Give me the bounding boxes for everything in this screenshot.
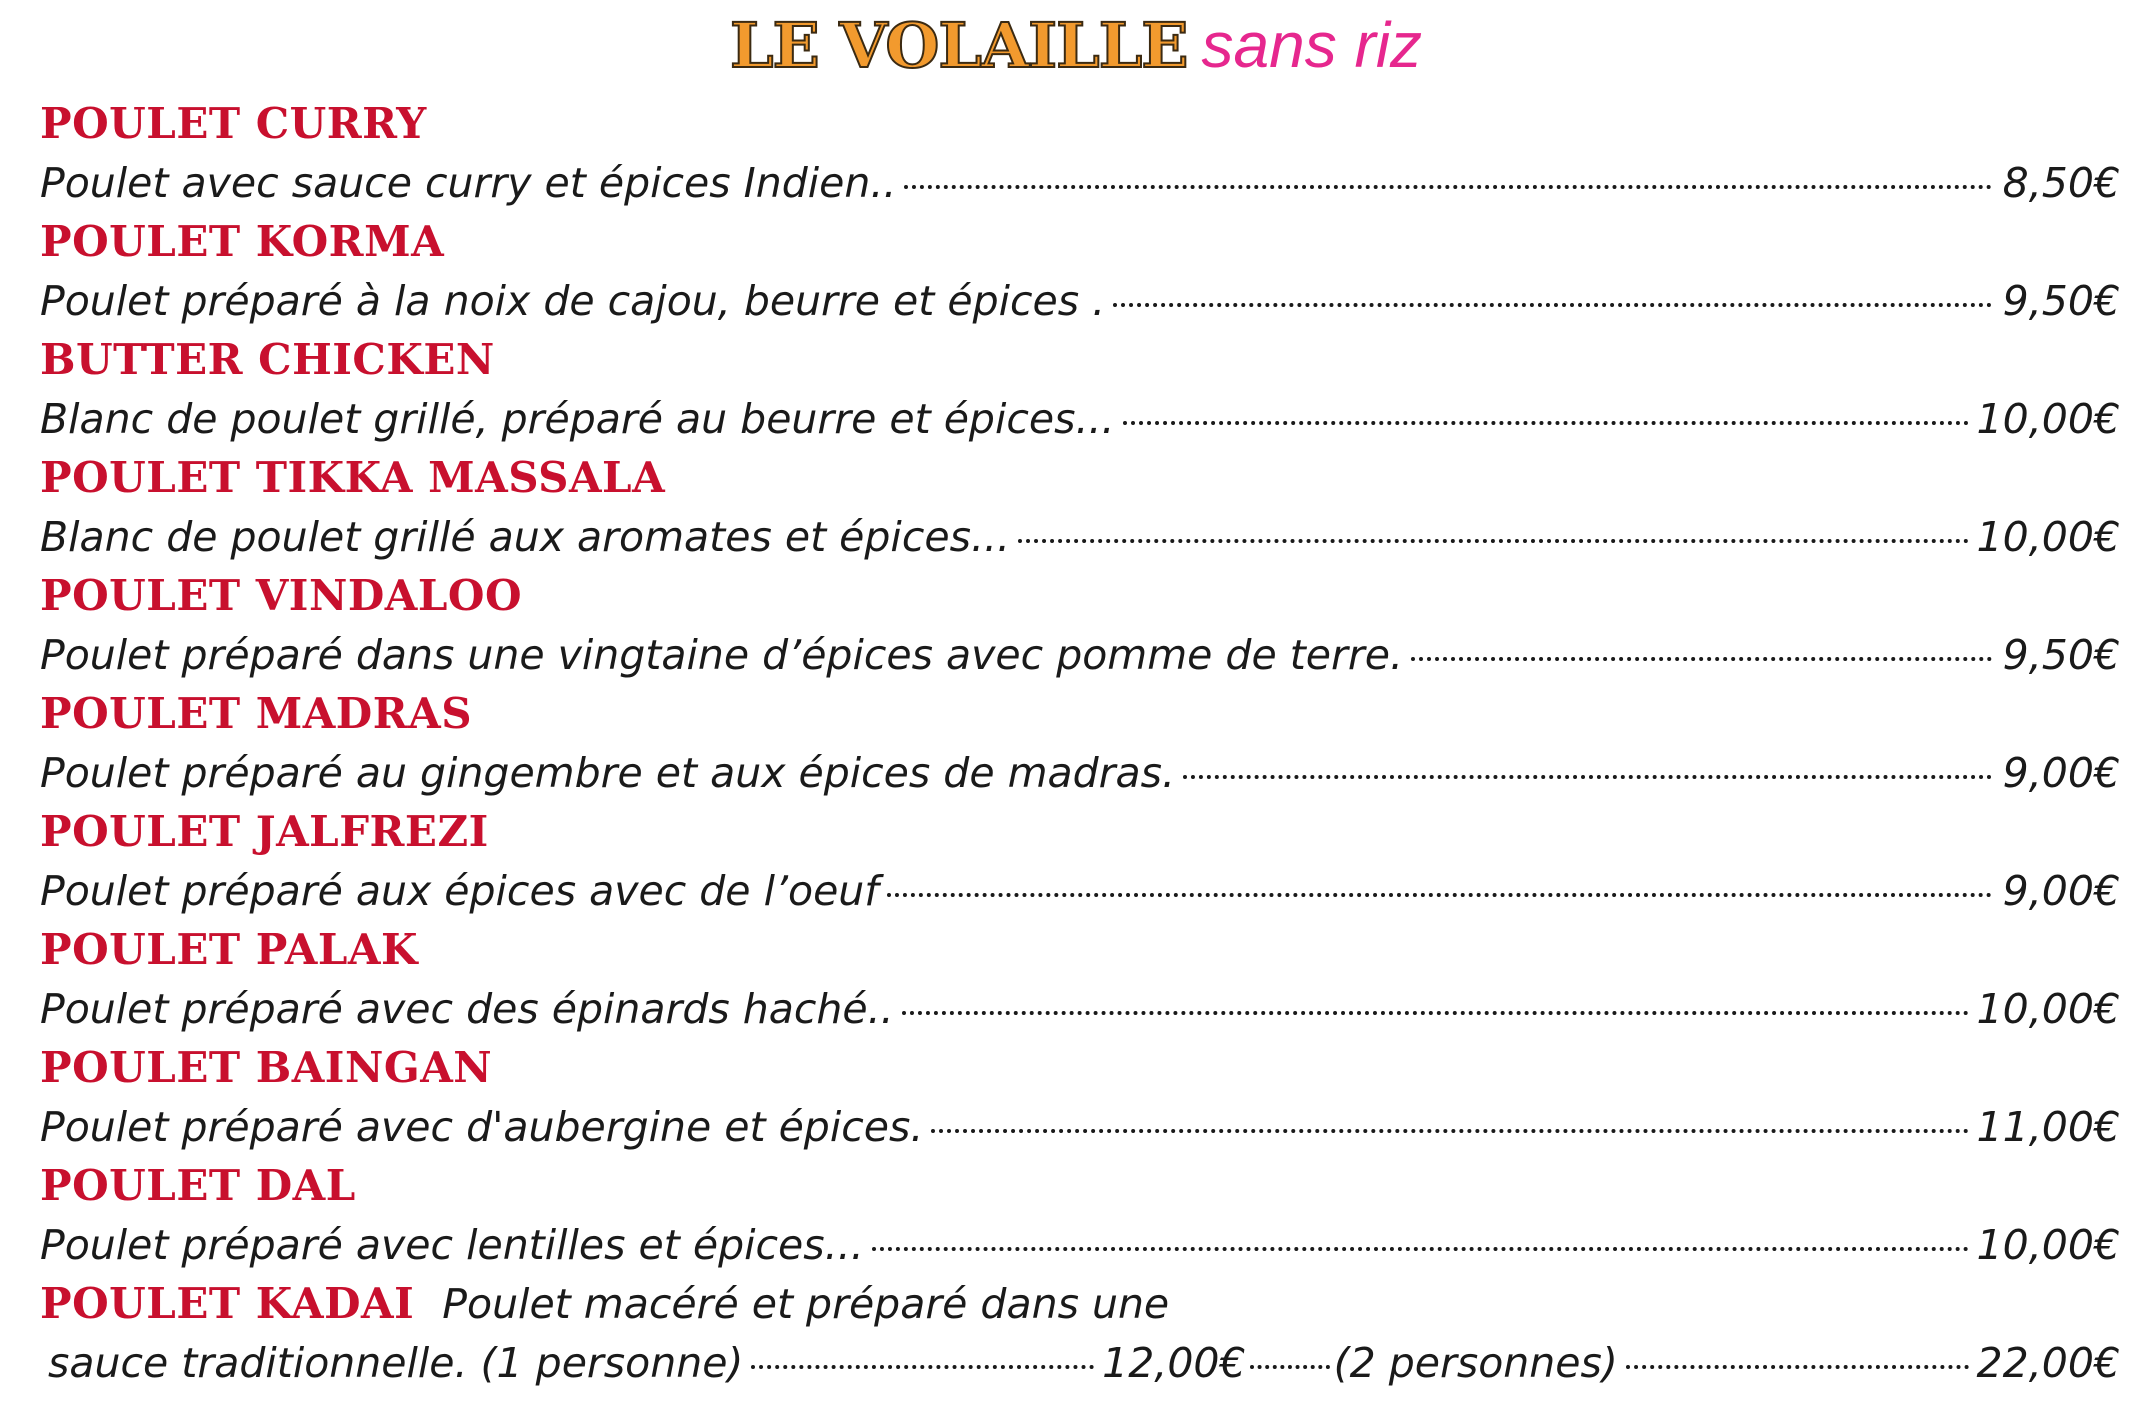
item-name: POULET VINDALOO [40, 571, 523, 620]
menu-item [40, 566, 2120, 684]
dot-leader [1250, 1365, 1330, 1369]
dot-leader [1018, 539, 1968, 543]
menu-item [40, 330, 2120, 448]
item-description: Poulet préparé aux épices avec de l’oeuf [40, 867, 879, 915]
item-line [40, 626, 2120, 684]
item-price: 11,00€ [1976, 1103, 2120, 1151]
item-name: POULET KORMA [40, 217, 445, 266]
dot-leader [904, 185, 1992, 189]
item-price: 9,50€ [2002, 277, 2120, 325]
menu-list [40, 94, 2120, 1392]
menu-item [40, 94, 2120, 212]
item-name: BUTTER CHICKEN [40, 335, 495, 384]
page-title [0, 8, 2152, 82]
item-name: POULET BAINGAN [40, 1043, 493, 1092]
item-description: Poulet préparé avec lentilles et épices... [40, 1221, 864, 1269]
item-line [40, 508, 2120, 566]
item-line [40, 1098, 2120, 1156]
item-name: POULET MADRAS [40, 689, 473, 738]
kadai-header [40, 1274, 2120, 1334]
dot-leader [1626, 1365, 1969, 1369]
item-description: Blanc de poulet grillé, préparé au beurre et épices... [40, 395, 1115, 443]
item-description: Poulet avec sauce curry et épices Indien.. [40, 159, 897, 207]
item-description: Poulet préparé avec des épinards haché.. [40, 985, 894, 1033]
item-price: 8,50€ [2002, 159, 2120, 207]
dot-leader [1113, 303, 1992, 307]
menu-item [40, 1038, 2120, 1156]
item-name: POULET CURRY [40, 99, 427, 148]
title-main: LE VOLAILLE [729, 9, 1188, 82]
item-line [40, 390, 2120, 448]
dot-leader [887, 893, 1992, 897]
item-price: 9,00€ [2002, 867, 2120, 915]
item-line [40, 272, 2120, 330]
menu-item [40, 448, 2120, 566]
title-subtitle: sans riz [1201, 9, 1423, 81]
two-persons-label: (2 personnes) [1333, 1339, 1618, 1387]
dot-leader [931, 1129, 1968, 1133]
item-line [40, 1216, 2120, 1274]
item-price: 9,50€ [2002, 631, 2120, 679]
item-description: Poulet préparé au gingembre et aux épices de madras. [40, 749, 1176, 797]
item-description: Poulet préparé à la noix de cajou, beurre et épices . [40, 277, 1106, 325]
menu-item [40, 1156, 2120, 1274]
item-description: Blanc de poulet grillé aux aromates et épices... [40, 513, 1011, 561]
price-one-person: 12,00€ [1102, 1339, 1246, 1387]
item-price: 10,00€ [1976, 395, 2120, 443]
item-name: POULET JALFREZI [40, 807, 489, 856]
dot-leader [751, 1365, 1094, 1369]
price-two-persons: 22,00€ [1976, 1339, 2121, 1387]
item-line [40, 862, 2120, 920]
kadai-price-line [40, 1334, 2120, 1392]
menu-item [40, 920, 2120, 1038]
dot-leader [872, 1247, 1969, 1251]
item-name: POULET DAL [40, 1161, 356, 1210]
menu-item [40, 802, 2120, 920]
dot-leader [1123, 421, 1969, 425]
item-price: 10,00€ [1976, 985, 2120, 1033]
item-line [40, 154, 2120, 212]
item-description: Poulet macéré et préparé dans une [442, 1280, 1170, 1328]
item-line [40, 980, 2120, 1038]
menu-item-kadai [40, 1274, 2120, 1392]
item-price: 10,00€ [1976, 1221, 2120, 1269]
dot-leader [1183, 775, 1992, 779]
item-price: 10,00€ [1976, 513, 2120, 561]
dot-leader [1411, 657, 1992, 661]
menu-item [40, 212, 2120, 330]
menu-item [40, 684, 2120, 802]
item-description: Poulet préparé dans une vingtaine d’épices avec pomme de terre. [40, 631, 1403, 679]
item-name: POULET TIKKA MASSALA [40, 453, 666, 502]
dot-leader [902, 1011, 1969, 1015]
item-description-continued: sauce traditionnelle. (1 personne) [48, 1339, 744, 1387]
item-description: Poulet préparé avec d'aubergine et épices. [40, 1103, 924, 1151]
item-line [40, 744, 2120, 802]
item-price: 9,00€ [2002, 749, 2120, 797]
item-name: POULET KADAI [40, 1279, 415, 1328]
item-name: POULET PALAK [40, 925, 418, 974]
